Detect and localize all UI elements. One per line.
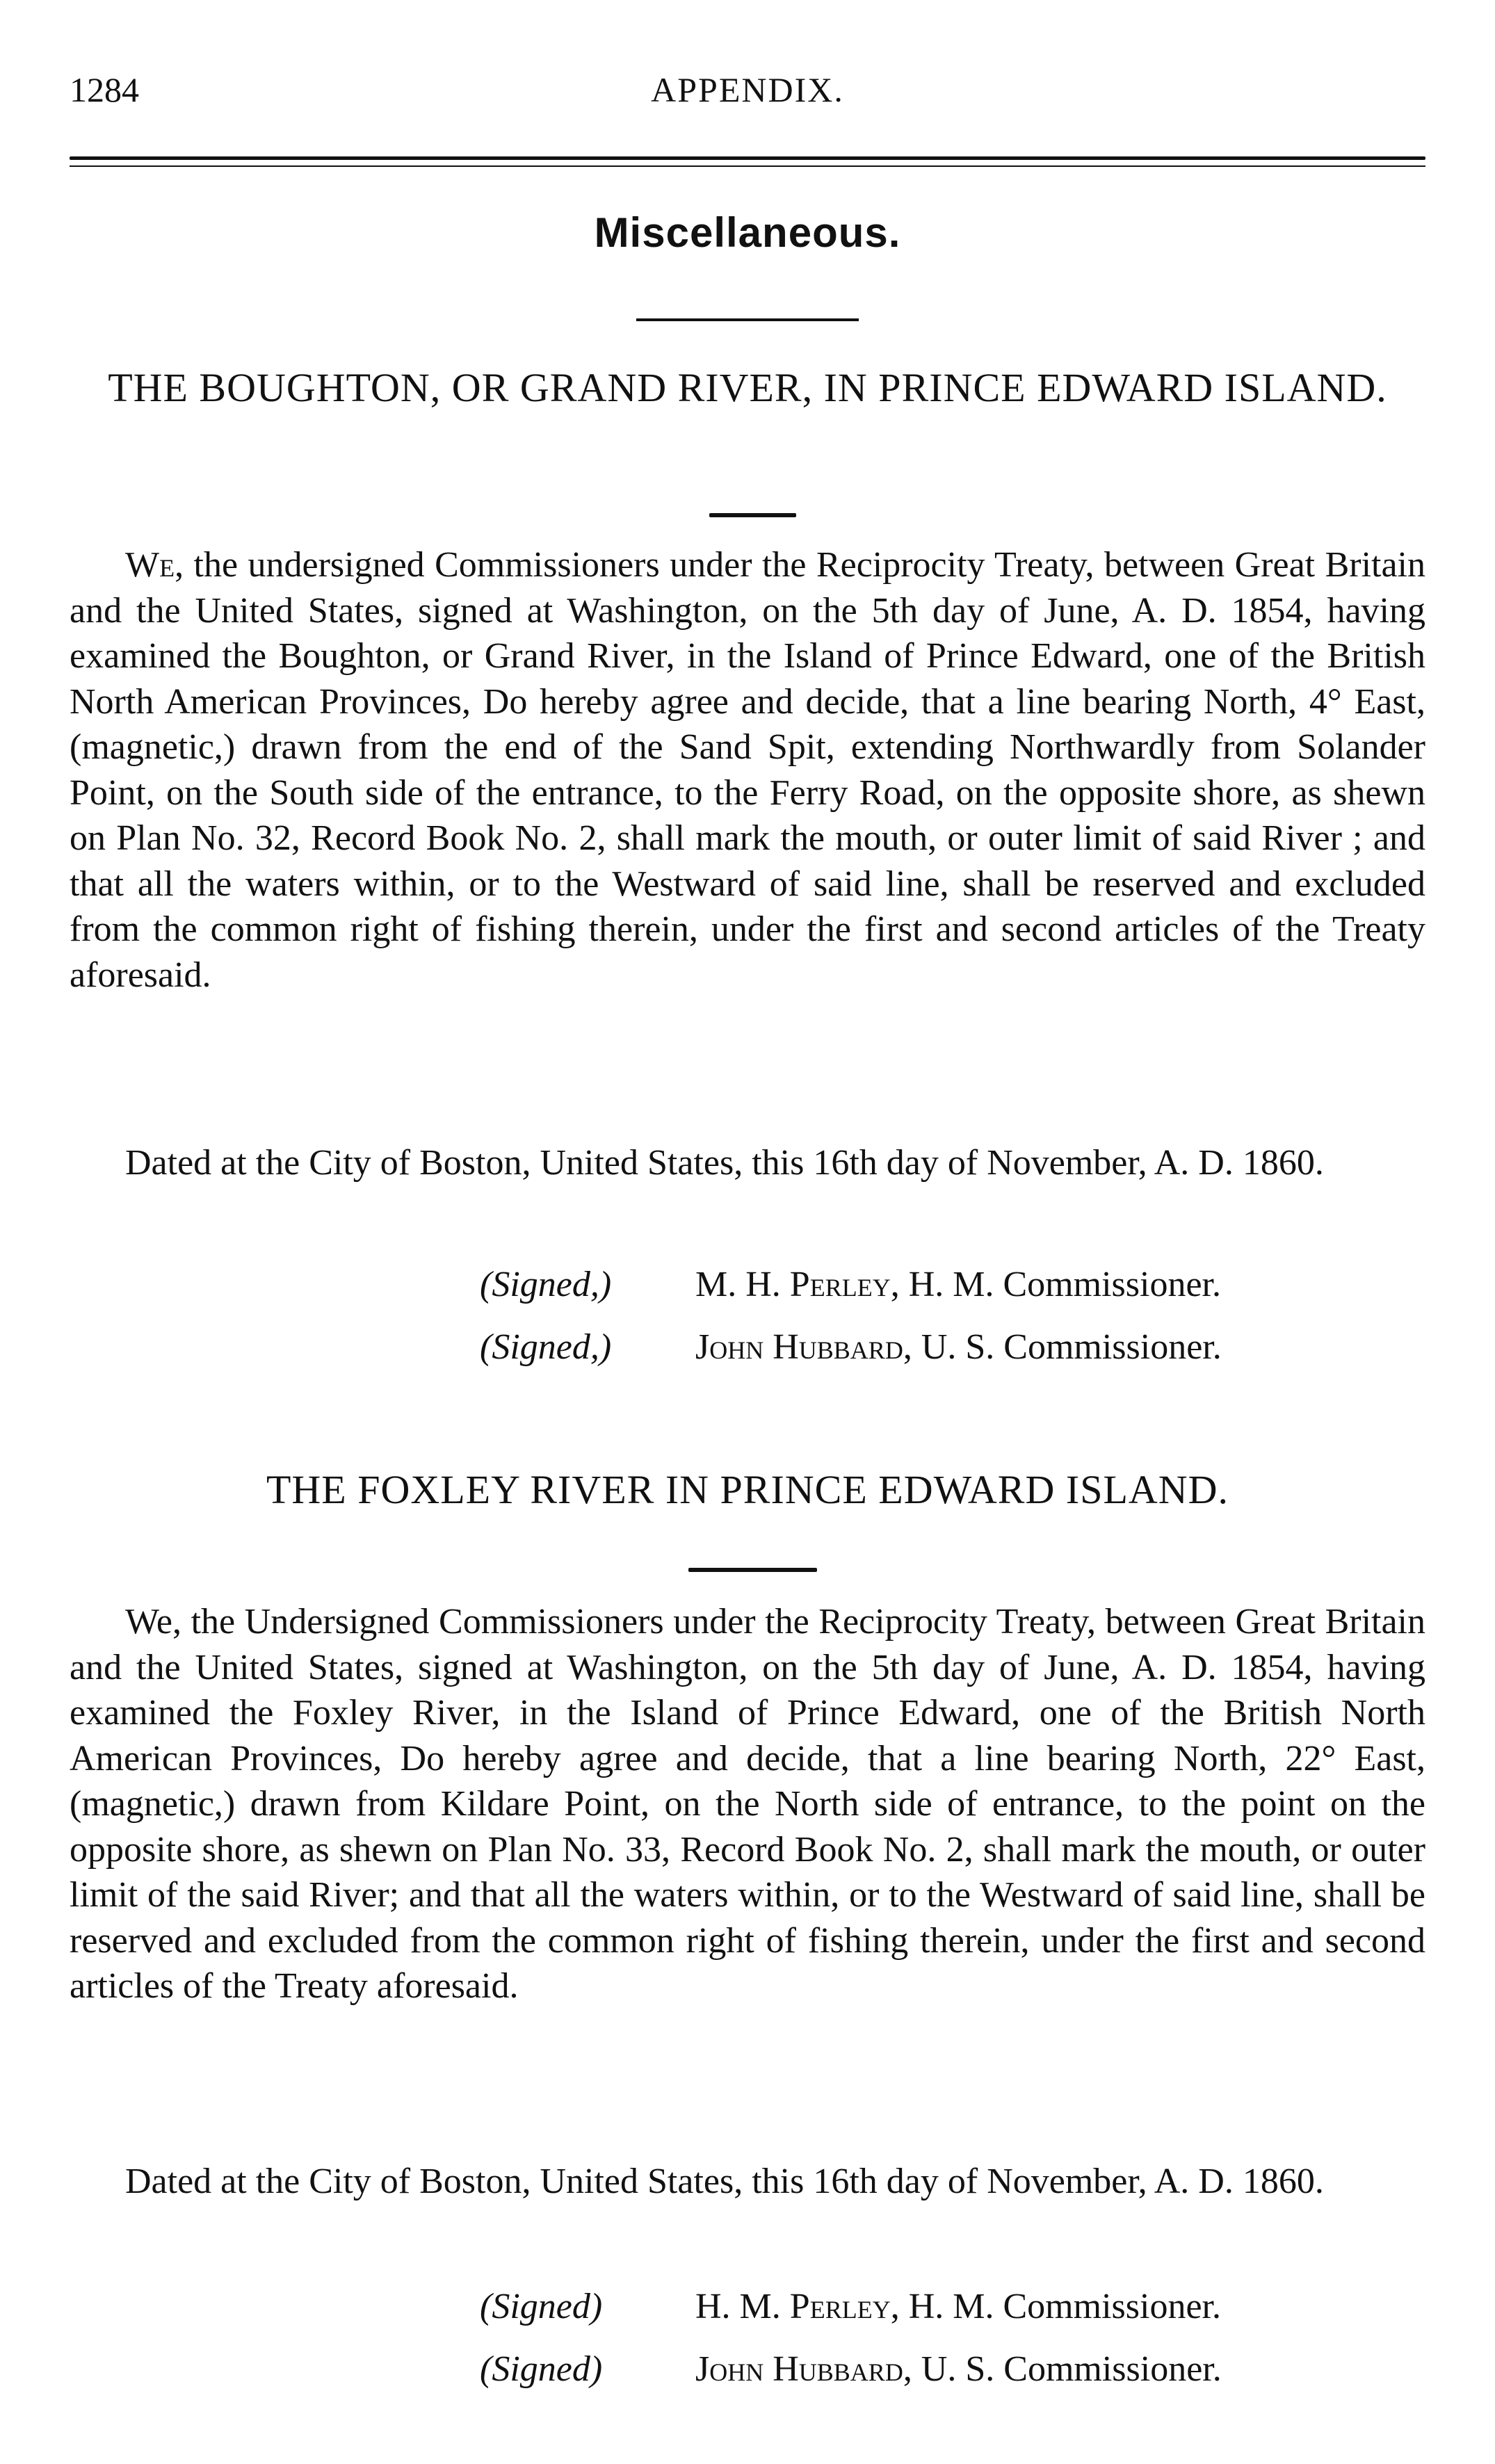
signed-mark: (Signed) [480, 2287, 603, 2326]
header-rule [70, 156, 1425, 160]
signatory-title: , U. S. Commissioner. [903, 2349, 1222, 2389]
section-divider [636, 318, 859, 321]
page-header [70, 70, 1425, 118]
running-head: APPENDIX. [651, 70, 844, 109]
dated-line: Dated at the City of Boston, United States, this 16th day of November, A. D. 1860. [125, 1143, 1324, 1183]
signature-line [480, 1262, 1425, 1308]
dated-line: Dated at the City of Boston, United States, this 16th day of November, A. D. 1860. [125, 2162, 1324, 2201]
header-rule-thin [70, 165, 1425, 167]
page-number: 1284 [70, 70, 139, 109]
body-lead-word: We [125, 1602, 172, 1642]
signatory-name: John Hubbard [695, 1327, 903, 1367]
entry-body [70, 1599, 1425, 2009]
signatory-title: , U. S. Commissioner. [903, 1327, 1222, 1367]
body-text: , the undersigned Commissioners under the Reciprocity Treaty, between Great Britain and the United States, signed at Washington, on the 5th day of June, A. D. 1854, having examined the Boughton, or Grand River, in the Island of Prince Edward, one of the British North American Provinces, Do hereby agree and decide, that a line bearing North, 4° East, (magnetic,) drawn from the end of the Sand Spit, extending Northwardly from Solander Point, on the South side of the entrance, to the Ferry Road, on the opposite shore, as shewn on Plan No. 32, Record Book No. 2, shall mark the mouth, or outer limit of said River ; and that all the waters within, or to the Westward of said line, shall be reserved and excluded from the common right of fishing therein, under the first and second articles of the Treaty aforesaid. [70, 545, 1425, 995]
signature-line [480, 2284, 1425, 2330]
signatory-title: , H. M. Commissioner. [890, 2287, 1221, 2326]
body-text: , the Undersigned Commissioners under the Reciprocity Treaty, between Great Britain and the United States, signed at Washington, on the 5th day of June, A. D. 1854, having examined the Foxley River, in the Island of Prince Edward, one of the British North American Provinces, Do hereby agree and decide, that a line bearing North, 22° East, (magnetic,) drawn from Kildare Point, on the North side of entrance, to the point on the opposite shore, as shewn on Plan No. 33, Record Book No. 2, shall mark the mouth, or outer limit of the said River; and that all the waters within, or to the Westward of said line, shall be reserved and excluded from the common right of fishing therein, under the first and second articles of the Treaty aforesaid. [70, 1602, 1425, 2006]
signature-line [480, 1324, 1425, 1370]
entry-body [70, 542, 1425, 998]
signatory-name: H. M. Perley [695, 2287, 891, 2326]
body-lead-word: We [125, 545, 175, 585]
signed-mark: (Signed,) [480, 1265, 612, 1304]
title-divider [688, 1568, 817, 1572]
signed-mark: (Signed) [480, 2349, 603, 2389]
signed-mark: (Signed,) [480, 1327, 612, 1367]
signatory-name: John Hubbard [695, 2349, 903, 2389]
entry-title: THE FOXLEY RIVER IN PRINCE EDWARD ISLAND. [266, 1467, 1229, 1512]
entry-title: THE BOUGHTON, OR GRAND RIVER, IN PRINCE EDWARD ISLAND. [108, 365, 1387, 410]
signatory-title: , H. M. Commissioner. [890, 1265, 1221, 1304]
signature-line [480, 2347, 1425, 2392]
section-heading: Miscellaneous. [594, 209, 901, 256]
title-divider [709, 513, 796, 517]
signatory-name: M. H. Perley [695, 1265, 891, 1304]
